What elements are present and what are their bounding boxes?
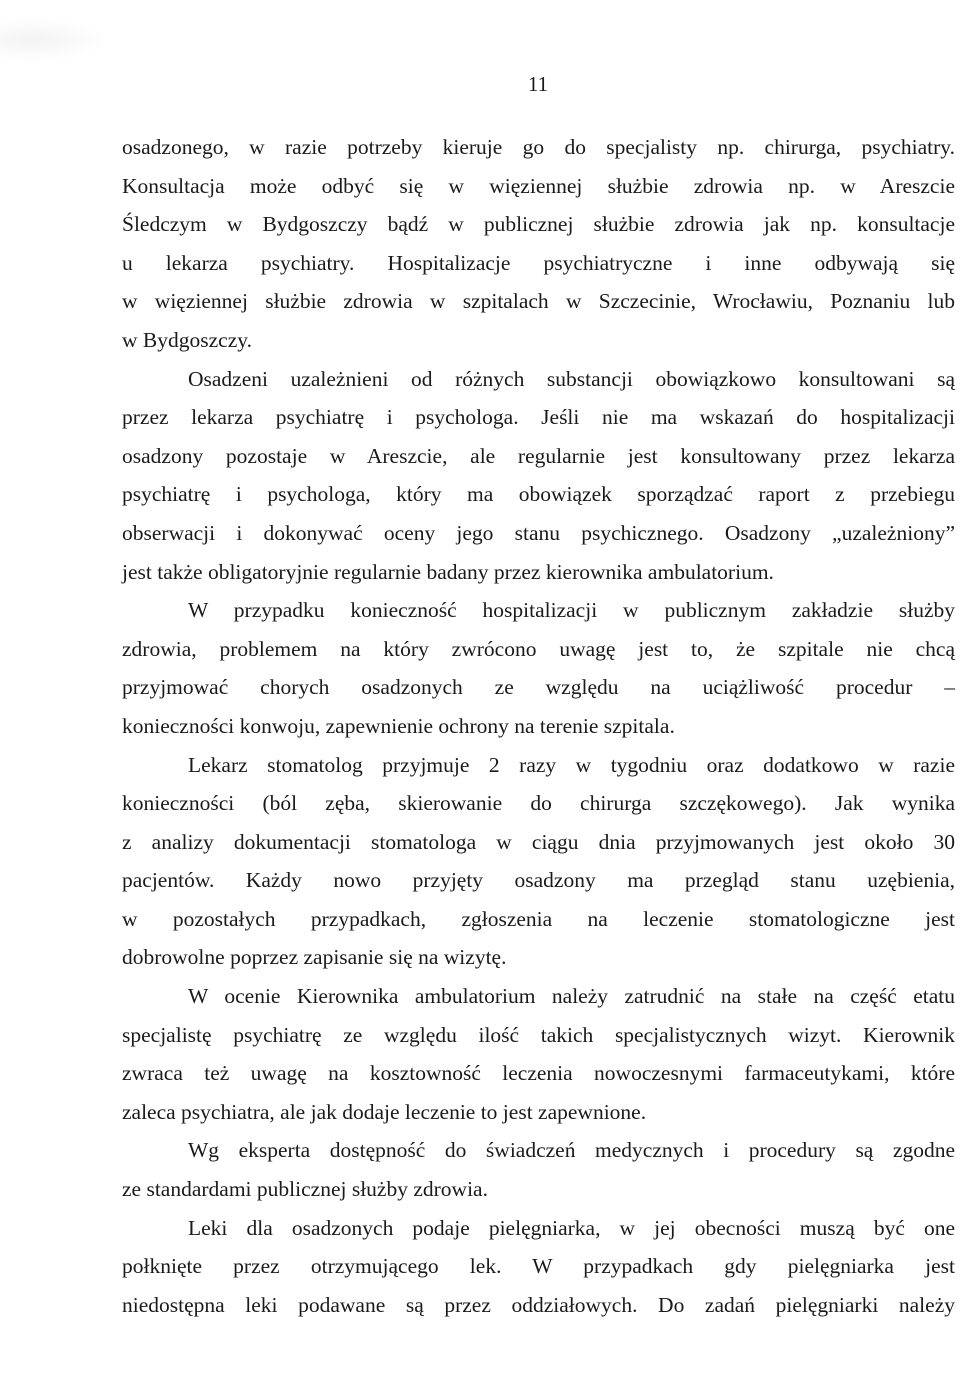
text-line: Osadzeni uzależnieni od różnych substancji obowiązkowo konsultowani są <box>188 366 955 391</box>
text-line: Leki dla osadzonych podaje pielęgniarka, w jej obecności muszą być one <box>188 1215 955 1240</box>
document-body <box>122 128 955 1324</box>
text-line: u lekarza psychiatry. Hospitalizacje psychiatryczne i inne odbywają się <box>122 250 955 275</box>
text-line: z analizy dokumentacji stomatologa w ciągu dnia przyjmowanych jest około 30 <box>122 829 955 854</box>
text-line: pacjentów. Każdy nowo przyjęty osadzony ma przegląd stanu uzębienia, <box>122 868 955 893</box>
text-line: Lekarz stomatolog przyjmuje 2 razy w tygodniu oraz dodatkowo w razie <box>188 752 955 777</box>
page-number-text: 11 <box>527 72 549 96</box>
text-line: w więziennej służbie zdrowia w szpitalach w Szczecinie, Wrocławiu, Poznaniu lub <box>122 289 955 314</box>
text-line: połknięte przez otrzymującego lek. W przypadkach gdy pielęgniarka jest <box>122 1254 955 1279</box>
text-line: osadzonego, w razie potrzeby kieruje go do specjalisty np. chirurga, psychiatry. <box>122 135 955 159</box>
text-line: zdrowia, problemem na który zwrócono uwagę jest to, że szpitale nie chcą <box>122 636 955 661</box>
text-line: ze standardami publicznej służby zdrowia. <box>122 1177 488 1202</box>
text-line: osadzony pozostaje w Areszcie, ale regularnie jest konsultowany przez lekarza <box>122 443 955 468</box>
text-line: dobrowolne poprzez zapisanie się na wizytę. <box>122 945 507 970</box>
text-line: zaleca psychiatra, ale jak dodaje leczenie to jest zapewnione. <box>122 1099 647 1124</box>
text-line: w Bydgoszczy. <box>122 327 252 352</box>
text-line: psychiatrę i psychologa, który ma obowiązek sporządzać raport z przebiegu <box>122 482 955 507</box>
text-line: Śledczym w Bydgoszczy bądź w publicznej służbie zdrowia jak np. konsultacje <box>122 212 955 237</box>
text-line: w pozostałych przypadkach, zgłoszenia na leczenie stomatologiczne jest <box>122 906 955 931</box>
text-line: przyjmować chorych osadzonych ze względu na uciążliwość procedur – <box>122 675 955 700</box>
text-line: zwraca też uwagę na kosztowność leczenia nowoczesnymi farmaceutykami, które <box>122 1061 955 1086</box>
text-line: jest także obligatoryjnie regularnie badany przez kierownika ambulatorium. <box>122 559 774 584</box>
scan-artifact <box>0 18 110 62</box>
text-line: konieczności konwoju, zapewnienie ochrony na terenie szpitala. <box>122 713 675 738</box>
text-line: obserwacji i dokonywać oceny jego stanu psychicznego. Osadzony „uzależniony” <box>122 520 955 545</box>
text-line: Wg eksperta dostępność do świadczeń medycznych i procedury są zgodne <box>188 1138 955 1163</box>
page-number <box>0 72 960 97</box>
text-line: W przypadku konieczność hospitalizacji w publicznym zakładzie służby <box>188 598 955 623</box>
text-line: niedostępna leki podawane są przez oddziałowych. Do zadań pielęgniarki należy <box>122 1292 955 1317</box>
text-line: W ocenie Kierownika ambulatorium należy zatrudnić na stałe na część etatu <box>188 984 955 1009</box>
text-line: Konsultacja może odbyć się w więziennej służbie zdrowia np. w Areszcie <box>122 173 955 198</box>
text-line: przez lekarza psychiatrę i psychologa. Jeśli nie ma wskazań do hospitalizacji <box>122 405 955 430</box>
text-line: konieczności (ból zęba, skierowanie do chirurga szczękowego). Jak wynika <box>122 791 955 816</box>
text-line: specjalistę psychiatrę ze względu ilość takich specjalistycznych wizyt. Kierownik <box>122 1022 955 1047</box>
